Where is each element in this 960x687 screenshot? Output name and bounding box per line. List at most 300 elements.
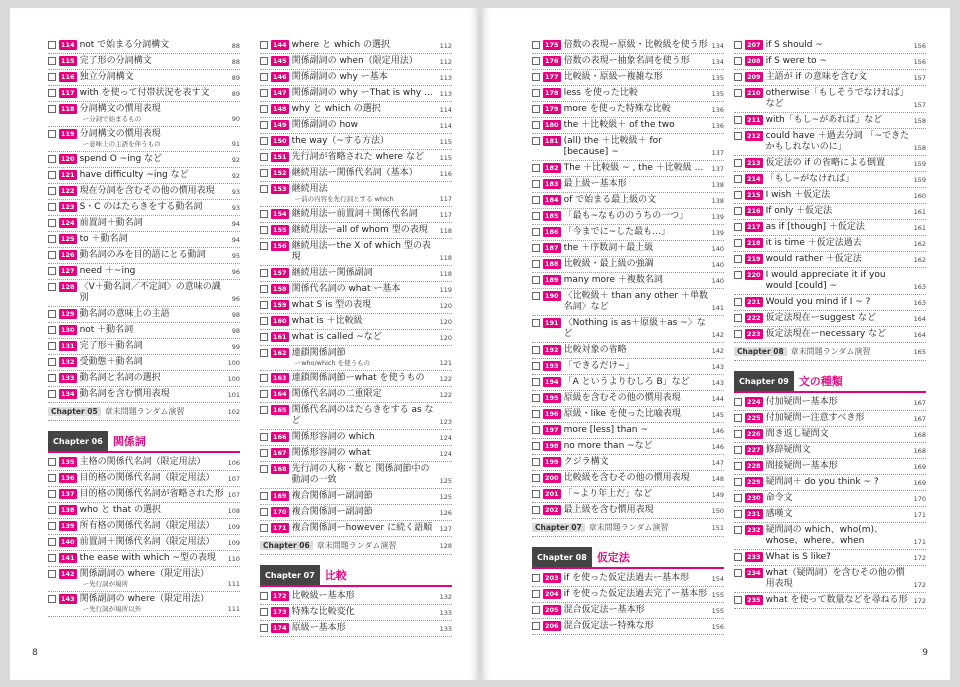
- entry-title: 関係代名詞の二重限定: [291, 389, 382, 399]
- checkbox[interactable]: [260, 374, 268, 382]
- entry-title: If only ＋仮定法: [765, 206, 833, 216]
- page-ref: 159: [913, 160, 926, 168]
- entry-title: if を使った仮定法過去ー基本形: [563, 573, 690, 583]
- page-ref: 125: [439, 477, 452, 485]
- toc-entry: [260, 521, 452, 537]
- entry-text: [564, 72, 709, 83]
- checkbox[interactable]: [260, 285, 268, 293]
- checkbox[interactable]: [48, 155, 56, 163]
- toc-entry: [260, 489, 452, 505]
- page-ref: 158: [913, 117, 926, 125]
- entry-title: Would you mind if I ~ ?: [765, 297, 871, 307]
- right-column-1: [532, 38, 724, 635]
- checkbox[interactable]: [734, 41, 742, 49]
- page-ref: 123: [439, 418, 452, 426]
- left-page: [10, 8, 478, 680]
- chapter-review-row: [48, 403, 240, 421]
- checkbox[interactable]: [734, 132, 742, 140]
- entry-title: have difficulty ~ing など: [79, 170, 189, 180]
- toc-entry: [734, 268, 926, 295]
- page-ref: 172: [913, 554, 926, 562]
- chapter-heading: [48, 431, 240, 453]
- checkbox[interactable]: [260, 492, 268, 500]
- toc-entry: [260, 446, 452, 462]
- entry-title: what is called ~など: [291, 332, 382, 342]
- checkbox[interactable]: [734, 494, 742, 502]
- page-ref: 93: [231, 204, 240, 212]
- page-ref: 107: [227, 475, 240, 483]
- checkbox[interactable]: [734, 414, 742, 422]
- entry-text: [564, 40, 709, 51]
- checkbox[interactable]: [734, 430, 742, 438]
- page-ref: 160: [913, 192, 926, 200]
- item-number: 121: [61, 171, 75, 179]
- entry-title: 混合仮定法ー特殊な形: [563, 621, 654, 631]
- checkbox[interactable]: [48, 570, 56, 578]
- checkbox[interactable]: [48, 130, 56, 138]
- checkbox[interactable]: [734, 510, 742, 518]
- entry-text: [292, 120, 437, 131]
- page-ref: 113: [439, 90, 452, 98]
- item-number: 160: [273, 317, 287, 325]
- checkbox[interactable]: [260, 317, 268, 325]
- review-chapter-label: Chapter 05: [48, 407, 101, 416]
- checkbox[interactable]: [260, 121, 268, 129]
- entry-title: 〈比較級＋ than any other ＋単数名詞〉など: [563, 291, 708, 312]
- toc-entry: [532, 273, 724, 289]
- item-number: 166: [273, 433, 287, 441]
- toc-entry: [48, 280, 240, 307]
- checkbox[interactable]: [48, 554, 56, 562]
- checkbox[interactable]: [532, 378, 540, 386]
- checkbox[interactable]: [734, 478, 742, 486]
- chapter-label: Chapter 09: [734, 371, 794, 391]
- checkbox[interactable]: [48, 490, 56, 498]
- entry-text: [292, 225, 437, 236]
- checkbox[interactable]: [734, 89, 742, 97]
- checkbox[interactable]: [260, 349, 268, 357]
- entry-text: [292, 168, 437, 179]
- entry-text: [292, 56, 437, 67]
- checkbox[interactable]: [260, 89, 268, 97]
- checkbox[interactable]: [48, 89, 56, 97]
- page-ref: 171: [913, 538, 926, 546]
- checkbox[interactable]: [48, 358, 56, 366]
- checkbox[interactable]: [532, 474, 540, 482]
- entry-text: [564, 104, 709, 115]
- entry-text: [292, 268, 437, 279]
- page-ref: 118: [439, 270, 452, 278]
- entry-title: 継続用法ー関係代名詞（基本）: [291, 168, 418, 178]
- page-ref: 88: [231, 58, 240, 66]
- checkbox[interactable]: [260, 508, 268, 516]
- checkbox[interactable]: [532, 260, 540, 268]
- checkbox[interactable]: [532, 426, 540, 434]
- entry-title: 前置詞＋関係代名詞（限定用法）: [79, 537, 215, 547]
- item-number: 177: [545, 73, 559, 81]
- entry-text: [766, 297, 911, 308]
- entry-title: less を使った比較: [563, 88, 638, 98]
- item-number: 226: [747, 430, 761, 438]
- checkbox[interactable]: [532, 73, 540, 81]
- right-page: [482, 8, 950, 680]
- checkbox[interactable]: [532, 105, 540, 113]
- checkbox[interactable]: [260, 210, 268, 218]
- entry-text: [80, 553, 225, 564]
- entry-title: many more ＋複数名詞: [563, 275, 663, 285]
- entry-title: 現在分詞を含むその他の慣用表現: [79, 186, 215, 196]
- item-number: 162: [273, 349, 287, 357]
- item-number: 155: [273, 226, 287, 234]
- checkbox[interactable]: [734, 462, 742, 470]
- page-ref: 145: [711, 411, 724, 419]
- checkbox[interactable]: [48, 458, 56, 466]
- checkbox[interactable]: [260, 406, 268, 414]
- entry-text: [766, 88, 911, 110]
- toc-entry: [734, 327, 926, 343]
- entry-title: 関係代名詞のはたらきをする as など: [291, 405, 434, 426]
- checkbox[interactable]: [532, 196, 540, 204]
- page-ref: 146: [711, 443, 724, 451]
- page-ref: 116: [439, 170, 452, 178]
- checkbox[interactable]: [48, 187, 56, 195]
- checkbox[interactable]: [260, 41, 268, 49]
- checkbox[interactable]: [532, 228, 540, 236]
- checkbox[interactable]: [260, 449, 268, 457]
- item-number: 233: [747, 553, 761, 561]
- entry-title: not ＋動名詞: [79, 325, 134, 335]
- entry-title: 継続用法ーthe X of which 型の表現: [291, 241, 431, 262]
- entry-subtitle: ー先行詞が場所: [82, 580, 129, 588]
- checkbox[interactable]: [48, 235, 56, 243]
- page-ref: 115: [439, 138, 452, 146]
- checkbox[interactable]: [734, 314, 742, 322]
- entry-text: [766, 413, 911, 424]
- checkbox[interactable]: [48, 474, 56, 482]
- checkbox[interactable]: [260, 301, 268, 309]
- checkbox[interactable]: [532, 622, 540, 630]
- item-number: 184: [545, 196, 559, 204]
- checkbox[interactable]: [532, 121, 540, 129]
- toc-entry: [48, 216, 240, 232]
- item-number: 201: [545, 490, 559, 498]
- item-number: 217: [747, 223, 761, 231]
- item-number: 183: [545, 180, 559, 188]
- item-number: 150: [273, 137, 287, 145]
- checkbox[interactable]: [48, 267, 56, 275]
- entry-text: [564, 259, 709, 270]
- entry-text: [292, 348, 437, 368]
- checkbox[interactable]: [734, 175, 742, 183]
- checkbox[interactable]: [48, 310, 56, 318]
- checkbox[interactable]: [532, 164, 540, 172]
- checkbox[interactable]: [260, 137, 268, 145]
- checkbox[interactable]: [532, 41, 540, 49]
- toc-entry: [532, 619, 724, 635]
- checkbox[interactable]: [48, 342, 56, 350]
- item-number: 218: [747, 239, 761, 247]
- checkbox[interactable]: [734, 255, 742, 263]
- checkbox[interactable]: [532, 394, 540, 402]
- item-number: 127: [61, 267, 75, 275]
- entry-title: what S is 型の表現: [291, 300, 372, 310]
- checkbox[interactable]: [532, 590, 540, 598]
- checkbox[interactable]: [260, 390, 268, 398]
- checkbox[interactable]: [48, 203, 56, 211]
- entry-text: [564, 291, 709, 313]
- checkbox[interactable]: [260, 153, 268, 161]
- checkbox[interactable]: [734, 73, 742, 81]
- page-ref: 117: [439, 195, 452, 203]
- checkbox[interactable]: [48, 390, 56, 398]
- review-title: 章末問題ランダム演習: [790, 347, 871, 356]
- item-number: 229: [747, 478, 761, 486]
- entry-title: no more than ~など: [563, 441, 653, 451]
- entry-text: [80, 250, 229, 261]
- entry-text: [766, 131, 911, 153]
- item-number: 135: [61, 458, 75, 466]
- entry-title: 目的格の関係代名詞（限定用法）: [79, 473, 215, 483]
- checkbox[interactable]: [48, 105, 56, 113]
- toc-entry: [48, 168, 240, 184]
- item-number: 215: [747, 191, 761, 199]
- item-number: 200: [545, 474, 559, 482]
- entry-text: [564, 473, 709, 484]
- checkbox[interactable]: [48, 73, 56, 81]
- entry-text: [292, 72, 437, 83]
- entry-title: more [less] than ~: [563, 425, 648, 435]
- checkbox[interactable]: [734, 207, 742, 215]
- item-number: 137: [61, 490, 75, 498]
- page-ref: 171: [913, 511, 926, 519]
- checkbox[interactable]: [48, 595, 56, 603]
- checkbox[interactable]: [734, 330, 742, 338]
- toc-entry: [260, 387, 452, 403]
- page-ref: 128: [439, 542, 452, 550]
- checkbox[interactable]: [260, 226, 268, 234]
- entry-title: 原級ー基本形: [291, 623, 346, 633]
- item-number: 154: [273, 210, 287, 218]
- checkbox[interactable]: [734, 271, 742, 279]
- checkbox[interactable]: [260, 185, 268, 193]
- item-number: 138: [61, 506, 75, 514]
- checkbox[interactable]: [734, 553, 742, 561]
- checkbox[interactable]: [260, 524, 268, 532]
- item-number: 161: [273, 333, 287, 341]
- toc-entry: [260, 182, 452, 207]
- checkbox[interactable]: [734, 446, 742, 454]
- entry-text: [766, 552, 911, 563]
- checkbox[interactable]: [260, 465, 268, 473]
- checkbox[interactable]: [48, 41, 56, 49]
- toc-entry: [48, 323, 240, 339]
- checkbox[interactable]: [734, 57, 742, 65]
- entry-text: [564, 88, 709, 99]
- checkbox[interactable]: [48, 171, 56, 179]
- checkbox[interactable]: [260, 242, 268, 250]
- entry-text: [564, 425, 709, 436]
- toc-entry: [48, 54, 240, 70]
- checkbox[interactable]: [532, 410, 540, 418]
- page-ref: 112: [439, 58, 452, 66]
- checkbox[interactable]: [48, 374, 56, 382]
- checkbox[interactable]: [734, 239, 742, 247]
- item-number: 194: [545, 378, 559, 386]
- checkbox[interactable]: [532, 458, 540, 466]
- item-number: 174: [273, 624, 287, 632]
- entry-text: [564, 361, 709, 372]
- page-ref: 162: [913, 256, 926, 264]
- checkbox[interactable]: [48, 251, 56, 259]
- page-ref: 111: [227, 580, 240, 588]
- toc-entry: [532, 225, 724, 241]
- entry-text: [80, 88, 229, 99]
- entry-title: what（疑問詞）を含むその他の慣用表現: [765, 568, 905, 589]
- checkbox[interactable]: [532, 606, 540, 614]
- checkbox[interactable]: [532, 244, 540, 252]
- toc-entry: [734, 70, 926, 86]
- toc-entry: [260, 371, 452, 387]
- checkbox[interactable]: [532, 442, 540, 450]
- review-title: 章末問題ランダム演習: [316, 541, 397, 550]
- entry-subtitle: ー先行詞が場所以外: [82, 605, 142, 613]
- page-ref: 170: [913, 495, 926, 503]
- chapter-label: Chapter 08: [532, 547, 592, 567]
- chapter-title: 文の種類: [798, 375, 843, 388]
- toc-entry: [260, 589, 452, 605]
- item-number: 130: [61, 326, 75, 334]
- toc-entry: [734, 220, 926, 236]
- entry-title: 継続用法ー前置詞＋関係代名詞: [291, 209, 418, 219]
- checkbox[interactable]: [48, 219, 56, 227]
- item-number: 179: [545, 105, 559, 113]
- checkbox[interactable]: [532, 212, 540, 220]
- checkbox[interactable]: [260, 269, 268, 277]
- item-number: 181: [545, 137, 559, 145]
- checkbox[interactable]: [532, 490, 540, 498]
- checkbox[interactable]: [48, 57, 56, 65]
- entry-title: 付加疑問ー注意すべき形: [765, 413, 865, 423]
- checkbox[interactable]: [48, 326, 56, 334]
- checkbox[interactable]: [260, 333, 268, 341]
- page-ref: 109: [227, 539, 240, 547]
- page-ref: 90: [231, 115, 240, 123]
- entry-title: if を使った仮定法過去完了ー基本形: [563, 589, 708, 599]
- item-number: 136: [61, 474, 75, 482]
- entry-text: [766, 190, 911, 201]
- checkbox[interactable]: [260, 592, 268, 600]
- checkbox[interactable]: [532, 346, 540, 354]
- entry-text: [766, 222, 911, 233]
- checkbox[interactable]: [734, 191, 742, 199]
- page-ref: 121: [439, 359, 452, 367]
- page-ref: 155: [711, 607, 724, 615]
- toc-entry: [48, 339, 240, 355]
- entry-text: [80, 234, 229, 245]
- item-number: 146: [273, 73, 287, 81]
- page-ref: 133: [439, 625, 452, 633]
- checkbox[interactable]: [532, 180, 540, 188]
- toc-entry: [48, 471, 240, 487]
- checkbox[interactable]: [48, 522, 56, 530]
- entry-title: otherwise「もしそうでなければ」など: [765, 88, 909, 109]
- toc-entry: [532, 289, 724, 316]
- checkbox[interactable]: [260, 608, 268, 616]
- entry-title: 感嘆文: [765, 509, 793, 519]
- chapter-title: 関係詞: [112, 435, 146, 448]
- checkbox[interactable]: [532, 57, 540, 65]
- item-number: 141: [61, 554, 75, 562]
- checkbox[interactable]: [734, 398, 742, 406]
- entry-title: as if [though] ＋仮定法: [765, 222, 865, 232]
- item-number: 165: [273, 406, 287, 414]
- checkbox[interactable]: [532, 319, 540, 327]
- toc-entry: [48, 127, 240, 152]
- checkbox[interactable]: [532, 362, 540, 370]
- entry-title: 分詞構文の慣用表現: [79, 129, 161, 139]
- checkbox[interactable]: [734, 116, 742, 124]
- checkbox[interactable]: [260, 624, 268, 632]
- checkbox[interactable]: [260, 73, 268, 81]
- checkbox[interactable]: [532, 292, 540, 300]
- checkbox[interactable]: [260, 57, 268, 65]
- entry-title: 関係形容詞の what: [291, 448, 371, 458]
- page-ref: 140: [711, 245, 724, 253]
- checkbox[interactable]: [532, 506, 540, 514]
- checkbox[interactable]: [260, 433, 268, 441]
- item-number: 180: [545, 121, 559, 129]
- entry-text: [766, 40, 911, 51]
- checkbox[interactable]: [734, 596, 742, 604]
- toc-entry: [532, 257, 724, 273]
- entry-title: 仮定法現在ーnecessary など: [765, 329, 887, 339]
- page-ref: 99: [231, 343, 240, 351]
- entry-title: 〈Nothing is as＋原級＋as ~〉など: [563, 318, 706, 339]
- checkbox[interactable]: [734, 526, 742, 534]
- entry-subtitle: ー分詞で始まるもの: [82, 115, 142, 123]
- checkbox[interactable]: [48, 506, 56, 514]
- item-number: 208: [747, 57, 761, 65]
- entry-text: [80, 72, 229, 83]
- checkbox[interactable]: [532, 574, 540, 582]
- entry-text: [564, 179, 709, 190]
- item-number: 143: [61, 595, 75, 603]
- checkbox[interactable]: [532, 89, 540, 97]
- entry-title: 原級・like を使った比喩表現: [563, 409, 681, 419]
- item-number: 119: [61, 130, 75, 138]
- checkbox[interactable]: [734, 569, 742, 577]
- page-ref: 98: [231, 311, 240, 319]
- page-ref: 118: [439, 227, 452, 235]
- entry-text: [292, 607, 437, 618]
- checkbox[interactable]: [48, 283, 56, 291]
- item-number: 167: [273, 449, 287, 457]
- checkbox[interactable]: [734, 298, 742, 306]
- entry-text: [564, 377, 709, 388]
- checkbox[interactable]: [260, 169, 268, 177]
- checkbox[interactable]: [734, 223, 742, 231]
- checkbox[interactable]: [532, 276, 540, 284]
- entry-title: 間接疑問ー基本形: [765, 461, 838, 471]
- entry-title: the ＋比較級＋ of the two: [563, 120, 675, 130]
- item-number: 192: [545, 346, 559, 354]
- entry-title: 連鎖関係詞節ーwhat を使うもの: [291, 373, 425, 383]
- checkbox[interactable]: [532, 137, 540, 145]
- checkbox[interactable]: [734, 159, 742, 167]
- item-number: 116: [61, 73, 75, 81]
- checkbox[interactable]: [48, 538, 56, 546]
- checkbox[interactable]: [260, 105, 268, 113]
